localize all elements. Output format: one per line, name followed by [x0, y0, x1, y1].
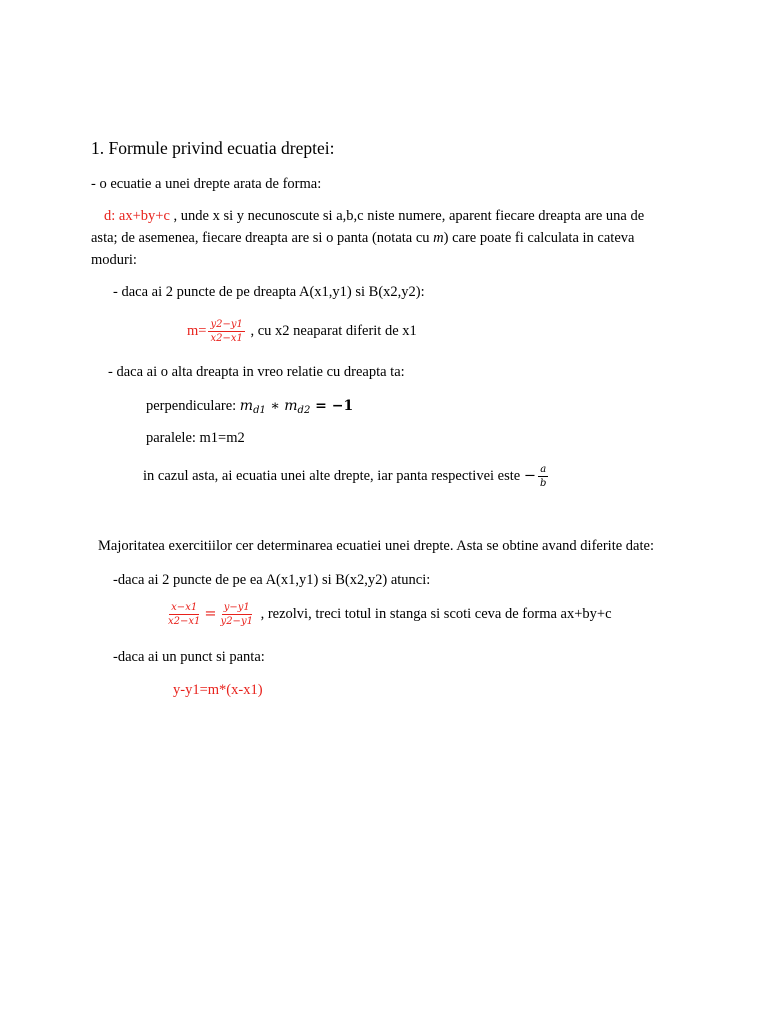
perpendicular-formula: [240, 398, 353, 414]
equation-line-2: [91, 227, 634, 249]
m-symbol-1: m: [239, 398, 254, 414]
right-numerator: y−y1: [223, 602, 250, 613]
line-formula-right-fraction: [219, 601, 255, 628]
left-denominator: x2−x1: [168, 616, 201, 627]
slope-numerator: y2−y1: [210, 319, 243, 330]
slope-formula: [187, 318, 417, 345]
left-numerator: x−x1: [171, 602, 198, 613]
case-other-line: - daca ai o alta dreapta in vreo relatie cu dreapta ta:: [108, 364, 405, 380]
line-equation-d: d: ax+by+c: [104, 208, 170, 224]
case-point-slope: -daca ai un punct si panta:: [113, 649, 265, 665]
slope-fraction: [208, 318, 244, 345]
line-formula: [164, 601, 612, 628]
ab-denominator: b: [540, 478, 547, 489]
case-equation-line: [143, 463, 550, 490]
right-denominator: y2−y1: [220, 616, 253, 627]
slope-description-start: asta; de asemenea, fiecare dreapta are si o panta (notata cu: [91, 230, 434, 246]
ab-numerator: a: [540, 464, 547, 475]
m-symbol-2: m: [284, 398, 298, 414]
equation-description: , unde x si y necunoscute si a,b,c niste numere, aparent fiecare dreapta are una de: [173, 208, 645, 224]
perpendicular-label: perpendiculare:: [146, 398, 237, 414]
majority-paragraph: Majoritatea exercitiilor cer determinarea ecuatiei unei drepte. Asta se obtine avand diferite date:: [98, 538, 654, 554]
equation-line-3: moduri:: [91, 252, 137, 268]
perpendicular-line: [146, 395, 353, 422]
slope-note: , cu x2 neaparat diferit de x1: [250, 322, 417, 339]
subscript-d2: d2: [297, 405, 311, 416]
slope-symbol: m: [433, 230, 444, 246]
case-two-points: - daca ai 2 puncte de pe dreapta A(x1,y1) si B(x2,y2):: [113, 284, 425, 300]
line-formula-left-fraction: [166, 601, 202, 628]
equals-sign: =: [204, 605, 217, 622]
case-equation-text: in cazul asta, ai ecuatia unei alte drepte, iar panta respectivei este: [143, 467, 521, 484]
ab-fraction: [538, 463, 548, 490]
section-title: 1. Formule privind ecuatia dreptei:: [91, 138, 335, 158]
equation-line-1: [104, 205, 644, 227]
minus-sign: −: [523, 467, 536, 484]
slope-prefix: m=: [187, 322, 207, 339]
parallel-line: paralele: m1=m2: [146, 430, 245, 446]
intro-text: - o ecuatie a unei drepte arata de forma:: [91, 176, 322, 192]
perpendicular-result: = −1: [310, 398, 354, 414]
slope-description-end: ) care poate fi calculata in cateva: [443, 230, 635, 246]
line-formula-note: , rezolvi, treci totul in stanga si scoti ceva de forma ax+by+c: [260, 605, 612, 622]
subscript-d1: d1: [253, 405, 266, 416]
multiply-operator: ∗: [265, 398, 285, 414]
point-slope-formula: y-y1=m*(x-x1): [173, 682, 263, 698]
slope-denominator: x2−x1: [210, 333, 243, 344]
case-two-points-2: -daca ai 2 puncte de pe ea A(x1,y1) si B(x2,y2) atunci:: [113, 572, 431, 588]
